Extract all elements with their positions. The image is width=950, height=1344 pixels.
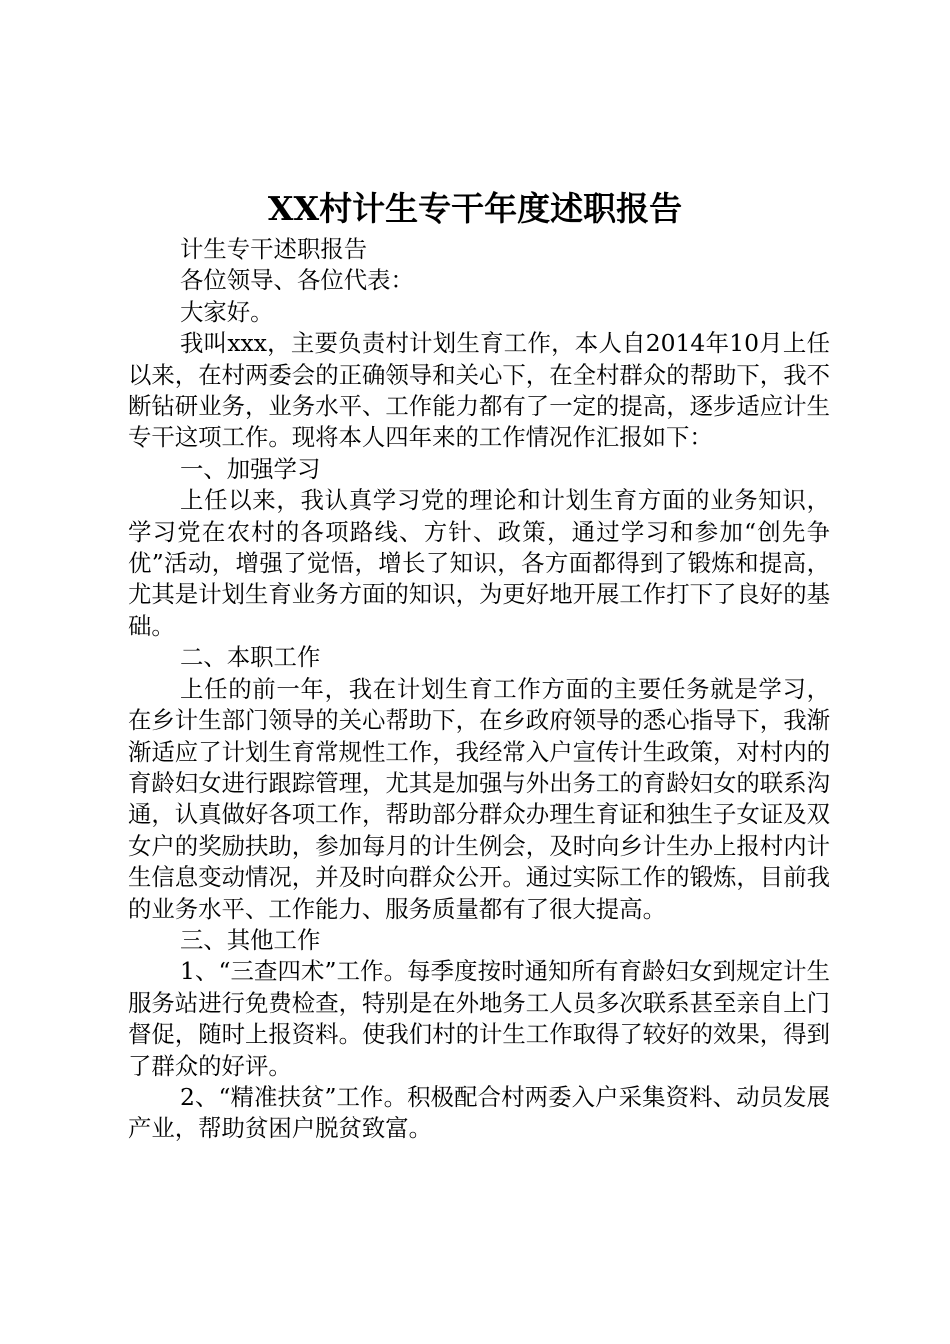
section-heading-study: 一、加强学习 bbox=[180, 454, 321, 483]
study-paragraph: 上任以来，我认真学习党的理论和计划生育方面的业务知识，学习党在农村的各项路线、方针、政策，通过学习和参加“创先争优”活动，增强了觉悟，增长了知识，各方面都得到了锻炼和提高，尤其是计划生育业务方面的知识，为更好地开展工作打下了良好的基础。 bbox=[128, 486, 830, 640]
intro-paragraph: 我叫xxx，主要负责村计划生育工作，本人自2014年10月上任以来，在村两委会的正确领导和关心下，在全村群众的帮助下，我不断钻研业务，业务水平、工作能力都有了一定的提高，逐步适应计生专干这项工作。现将本人四年来的工作情况作汇报如下： bbox=[128, 329, 830, 452]
section-heading-duties: 二、本职工作 bbox=[180, 643, 321, 672]
duties-paragraph: 上任的前一年，我在计划生育工作方面的主要任务就是学习，在乡计生部门领导的关心帮助下，在乡政府领导的悉心指导下，我渐渐适应了计划生育常规性工作，我经常入户宣传计生政策，对村内的育龄妇女进行跟踪管理，尤其是加强与外出务工的育龄妇女的联系沟通，认真做好各项工作，帮助部分群众办理生育证和独生子女证及双女户的奖励扶助，参加每月的计生例会，及时向乡计生办上报村内计生信息变动情况，并及时向群众公开。通过实际工作的锻炼，目前我的业务水平、工作能力、服务质量都有了很大提高。 bbox=[128, 674, 830, 923]
report-subtitle: 计生专干述职报告 bbox=[180, 235, 368, 263]
other-work-item-2: 2、“精准扶贫”工作。积极配合村两委入户采集资料、动员发展产业，帮助贫困户脱贫致富。 bbox=[128, 1082, 830, 1143]
greeting: 大家好。 bbox=[180, 297, 274, 326]
document-title: XX村计生专干年度述职报告 bbox=[267, 189, 683, 228]
other-work-item-1: 1、“三查四术”工作。每季度按时通知所有育龄妇女到规定计生服务站进行免费检查，特别是在外地务工人员多次联系甚至亲自上门督促，随时上报资料。使我们村的计生工作取得了较好的效果，得到了群众的好评。 bbox=[128, 957, 830, 1080]
section-heading-other: 三、其他工作 bbox=[180, 925, 321, 954]
salutation: 各位领导、各位代表： bbox=[180, 266, 414, 295]
document-body bbox=[128, 234, 830, 1145]
